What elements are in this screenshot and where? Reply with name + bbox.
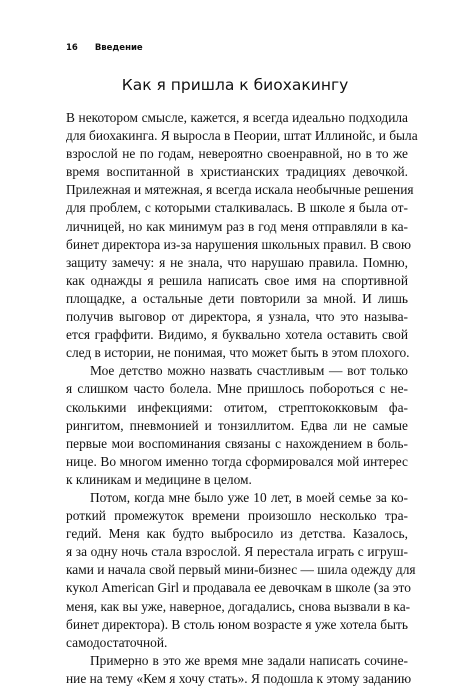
text-line: Потом, когда мне было уже 10 лет, в моей семье за ко- <box>90 489 408 505</box>
text-line: сколькими инфекциями: отитом, стрептококковым фа- <box>66 399 408 415</box>
text-line: меня, как вы уже, наверное, догадались, снова вызвали в ка- <box>66 598 411 614</box>
text-line: след в истории, не понимая, что может быть в этом плохого. <box>66 345 410 361</box>
text-line: взрослой не по годам, невероятно своенравной, но в то же <box>66 146 408 162</box>
text-line: для биохакинга. Я выросла в Пеории, штат Иллинойс, и была <box>66 128 418 144</box>
text-line: я слишком часто болела. Мне пришлось побороться с не- <box>66 381 408 397</box>
text-line: В некотором смысле, кажется, я всегда идеально подходила <box>66 110 408 125</box>
text-line: площадке, а остальные дети повторили за мной. И лишь <box>66 290 408 306</box>
text-line: кукол American Girl и продавала ее девочкам в школе (за это <box>66 580 411 596</box>
text-line: ние на тему «Кем я хочу стать». Я подошла к этому заданию <box>66 670 412 686</box>
paragraph <box>66 109 418 362</box>
text-line: роткий промежуток времени произошло несколько тра- <box>66 508 408 524</box>
text-line: первые мои воспоминания связаны с нахождением в боль- <box>66 435 408 451</box>
text-line: бинет директора из-за нарушения школьных правил. В свою <box>66 236 411 252</box>
text-line: ками и начала свой первый мини-бизнес — шила одежду для <box>66 562 416 578</box>
text-line: Прилежная и мятежная, я всегда искала необычные решения <box>66 182 414 198</box>
text-line: защиту замечу: я не знала, что нарушаю правила. Помню, <box>66 254 408 270</box>
text-line: Мое детство можно назвать счастливым — вот только <box>90 363 408 379</box>
chapter-title: Как я пришла к биохакингу <box>121 76 349 94</box>
text-line: время воспитанной в христианских традициях девочкой. <box>66 164 408 180</box>
page-number: 16 <box>66 43 78 53</box>
running-head <box>66 43 143 53</box>
text-line: к клиникам и медицине в целом. <box>66 471 252 487</box>
text-line: гедий. Меня как будто выбросило из детства. Казалось, <box>66 526 408 542</box>
body-text <box>66 109 418 688</box>
text-line: рингитом, пневмонией и тонзиллитом. Едва ли не самые <box>66 417 408 433</box>
text-line: ется граффити. Видимо, я буквально хотела оставить свой <box>66 327 408 343</box>
running-head-section: Введение <box>94 43 143 53</box>
text-line: Примерно в это же время мне задали написать сочине- <box>90 652 408 668</box>
text-line: я за одну ночь стала взрослой. Я перестала играть с игруш- <box>66 544 408 560</box>
paragraph <box>66 652 412 688</box>
text-line: бинет директора). В столь юном возрасте я уже хотела быть <box>66 616 408 632</box>
text-line: нице. Во многом именно тогда сформировался мой интерес <box>66 453 408 469</box>
text-line: самодостаточной. <box>66 634 168 650</box>
text-line: для проблем, с которыми сталкивалась. В школе я была от- <box>66 200 408 216</box>
paragraph <box>66 489 416 652</box>
paragraph <box>66 362 408 489</box>
text-line: получив выговор от директора, я узнала, что это называ- <box>66 309 408 325</box>
text-line: личницей, но как минимум раз в год меня отправляли в ка- <box>66 218 408 234</box>
text-line: как однажды я решила написать свое имя на спортивной <box>66 272 408 288</box>
